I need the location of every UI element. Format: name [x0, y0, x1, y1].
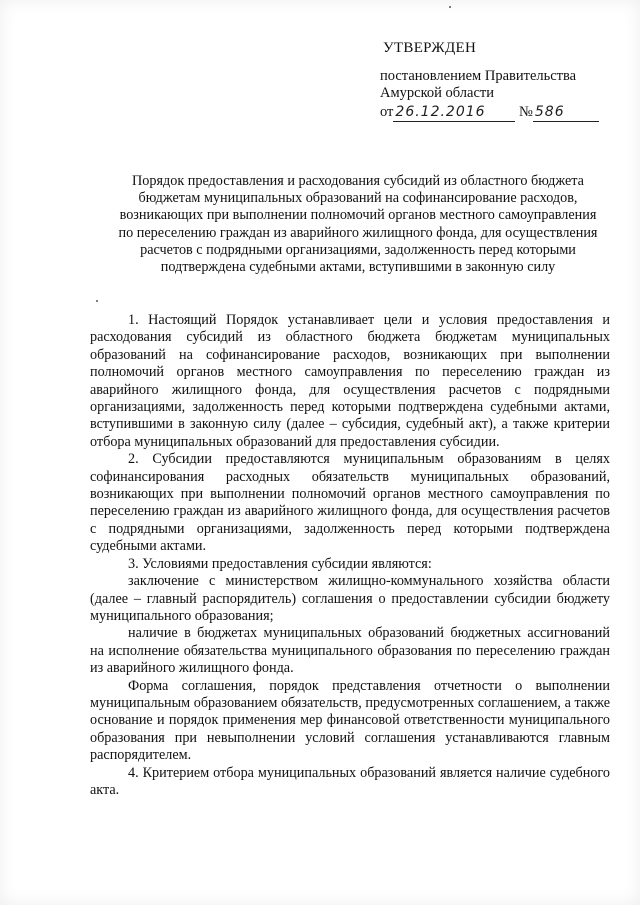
- title-line: подтверждена судебными актами, вступившими в законную силу: [160, 259, 556, 276]
- paragraph-agreement-form: Форма соглашения, порядок представления отчетности о выполнении муниципальным образованием обязательств, предусмотренных соглашением, а также основание и порядок применения мер финансовой ответственности муниципального образования при невыполнении условий соглашения устанавливаются главным распорядителем.: [90, 677, 610, 764]
- paragraph-4: 4. Критерием отбора муниципальных образований является наличие судебного акта.: [90, 764, 610, 798]
- date-field: [393, 104, 515, 122]
- paragraph-3-condition-1: заключение с министерством жилищно-коммунального хозяйства области (далее – главный распорядитель) соглашения о предоставлении субсидии бюджету муниципального образования;: [90, 573, 610, 624]
- title-line: по переселению граждан из аварийного жилищного фонда, для осуществления: [118, 224, 598, 241]
- number-prefix: №: [519, 104, 533, 120]
- title-line: Порядок предоставления и расходования субсидий из областного бюджета: [132, 173, 584, 189]
- title-line: возникающих при выполнении полномочий органов местного самоуправления: [119, 207, 597, 224]
- approval-line-1: постановлением Правительства: [380, 68, 577, 84]
- number-field: [533, 104, 599, 122]
- date-handwritten: 26.12.2016: [395, 104, 486, 120]
- date-number-line: [380, 104, 599, 122]
- date-prefix: от: [380, 104, 394, 120]
- approval-line-2: Амурской области: [380, 85, 494, 101]
- paragraph-1: 1. Настоящий Порядок устанавливает цели и условия предоставления и расходования субсидий из областного бюджета бюджетам муниципальных образований на софинансирование расходов, возникающих при выполнении полномочий органов местного самоуправления по переселению граждан из аварийного жилищного фонда, для осуществления расчетов с подрядными организациями, задолженность перед которыми подтверждена судебными актами, вступившими в законную силу (далее – субсидия, судебный акт), а также критерии отбора муниципальных образований для предоставления субсидии.: [90, 312, 610, 450]
- document-title: [78, 173, 638, 276]
- paragraph-3: 3. Условиями предоставления субсидии являются:: [128, 555, 432, 572]
- scan-speck: [449, 6, 451, 8]
- approval-block: [380, 68, 576, 102]
- paragraph-3-condition-2: наличие в бюджетах муниципальных образований бюджетных ассигнований на исполнение обязательства муниципального образования по переселению граждан из аварийного жилищного фонда.: [90, 625, 610, 677]
- title-line: бюджетам муниципальных образований на софинансирование расходов,: [138, 190, 578, 207]
- document-body: [90, 312, 610, 799]
- number-handwritten: 586: [534, 104, 565, 120]
- approved-heading: УТВЕРЖДЕН: [383, 40, 477, 56]
- scan-speck: [96, 300, 98, 302]
- title-line: расчетов с подрядными организациями, задолженность перед которыми: [140, 241, 576, 258]
- paragraph-2: 2. Субсидии предоставляются муниципальным образованиям в целях софинансирования расходных обязательств муниципальных образований, возникающих при выполнении полномочий органов местного самоуправления по переселению граждан из аварийного жилищного фонда, для осуществления расчетов с подрядными организациями, задолженность перед которыми подтверждена судебными актами.: [90, 451, 610, 555]
